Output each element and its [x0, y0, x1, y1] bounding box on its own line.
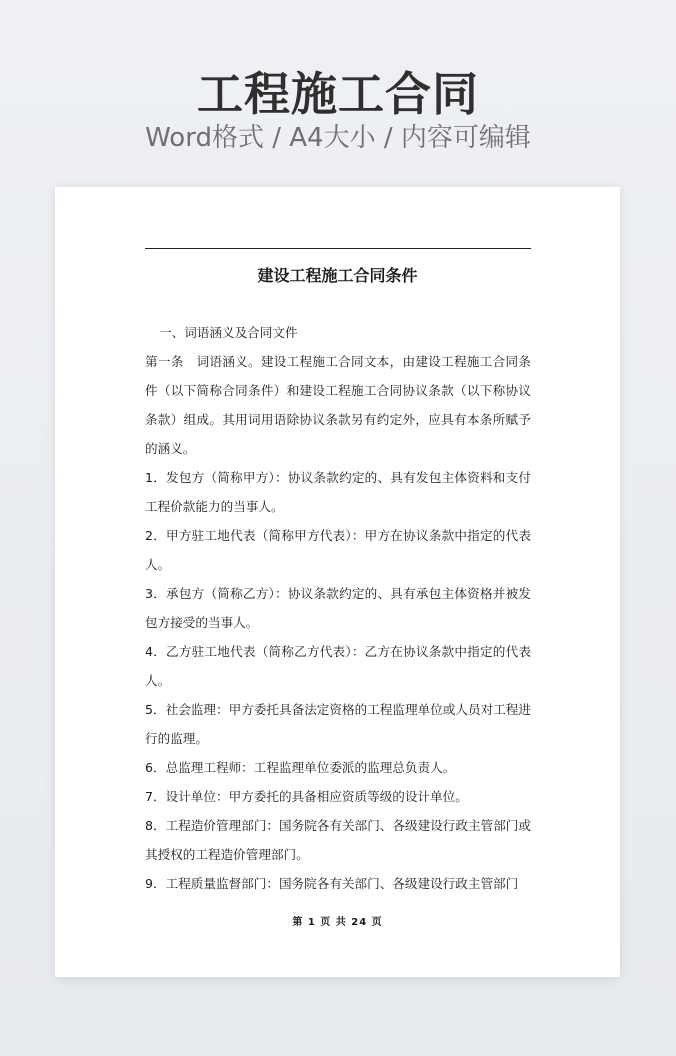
paragraph-item-5: 5．社会监理：甲方委托具备法定资格的工程监理单位或人员对工程进行的监理。	[145, 702, 531, 746]
document-title: 建设工程施工合同条件	[257, 266, 418, 285]
paragraph-item-7: 7．设计单位：甲方委托的具备相应资质等级的设计单位。	[145, 789, 468, 804]
banner-title: 工程施工合同	[197, 67, 479, 121]
section-heading: 一、词语涵义及合同文件	[159, 325, 298, 340]
paragraph-article-1: 第一条 词语涵义。建设工程施工合同文本，由建设工程施工合同条件（以下简称合同条件）和建设工程施工合同协议条款（以下称协议条款）组成。其用词用语除协议条款另有约定外，应具有本条所赋予的涵义。	[145, 354, 531, 456]
document-body	[145, 318, 531, 898]
paragraph-item-9: 9．工程质量监督部门：国务院各有关部门、各级建设行政主管部门	[145, 876, 519, 891]
paragraph-item-8: 8．工程造价管理部门：国务院各有关部门、各级建设行政主管部门或其授权的工程造价管理部门。	[145, 818, 531, 862]
document-page	[55, 187, 620, 977]
page-number-footer: 第 1 页 共 24 页	[292, 917, 383, 928]
paragraph-item-2: 2．甲方驻工地代表（简称甲方代表）：甲方在协议条款中指定的代表人。	[145, 528, 531, 572]
paragraph-item-4: 4．乙方驻工地代表（简称乙方代表）：乙方在协议条款中指定的代表人。	[145, 644, 531, 688]
paragraph-item-1: 1．发包方（简称甲方）：协议条款约定的、具有发包主体资料和支付工程价款能力的当事人。	[145, 470, 531, 514]
paragraph-item-3: 3．承包方（简称乙方）：协议条款约定的、具有承包主体资格并被发包方接受的当事人。	[145, 586, 531, 630]
banner-subtitle: Word格式 / A4大小 / 内容可编辑	[145, 123, 531, 153]
paragraph-item-6: 6．总监理工程师：工程监理单位委派的监理总负责人。	[145, 760, 456, 775]
header-rule	[145, 248, 531, 249]
